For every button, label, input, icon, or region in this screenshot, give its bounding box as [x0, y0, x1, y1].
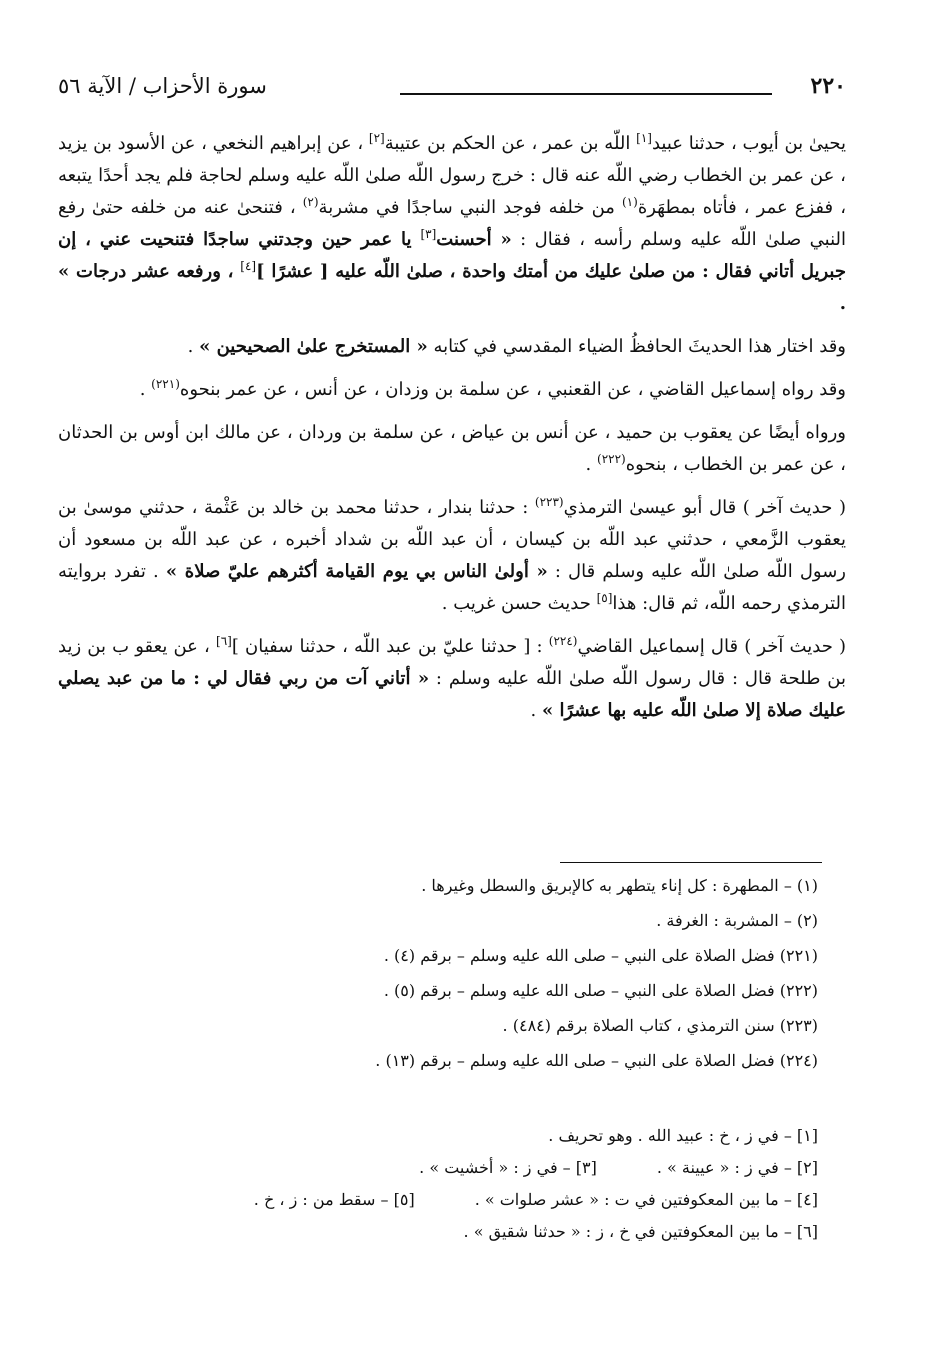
variant-note: [٢] – في ز : « عيينة » . [656, 1158, 818, 1177]
note-marker: (٢) [302, 195, 319, 209]
text-run: ( حديث آخر ) قال إسماعيل القاضي [577, 636, 846, 657]
paragraph [58, 492, 846, 620]
text-run: يحيىٰ بن أيوب ، حدثنا عبيد [651, 133, 846, 154]
text-run: . [187, 336, 200, 357]
text-run: . [530, 700, 542, 721]
text-run: « أولىٰ الناس بي يوم القيامة أكثرهم عليّ صلاة » [165, 561, 548, 582]
text-run: « أتاني آت من ربي فقال لي : ما من عبد يصلي عليك صلاة إلا صلىٰ اللّه عليه بها عشرًا » [58, 668, 846, 721]
footnote: (٢٢١) فضل الصلاة على النبي – صلى الله عليه وسلم – برقم (٤) . [383, 946, 818, 965]
text-run: : حدثنا بندار ، حدثنا محمد بن خالد بن عَثْمة ، حدثني موسىٰ بن يعقوب الزَّمعي ، حدثني عبد اللّه بن كيسان ، أن عبد اللّه بن شداد أخبره ، عن عبد اللّه بن مسعود أن رسول اللّه صلىٰ اللّه عليه وسلم قال : [58, 497, 846, 582]
text-run: ، فتنحىٰ عنه من خلفه حتىٰ رفع النبي صلىٰ اللّه عليه وسلم رأسه ، فقال : [58, 197, 847, 250]
paragraph [58, 128, 846, 320]
variant-note: [٣] – في ز : « أخشيت » . [419, 1158, 597, 1177]
note-marker: [٥] [596, 591, 613, 605]
variant-note: [٥] – سقط من : ز ، خ . [253, 1190, 415, 1209]
note-marker: [٢] [368, 131, 385, 145]
text-run: ورواه أيضًا عن يعقوب بن حميد ، عن أنس بن عياض ، عن سلمة بن وردان ، عن مالك ابن أوس بن الحدثان ، عن عمر بن الخطاب ، بنحوه [58, 422, 846, 475]
variant-note-row [58, 1152, 818, 1184]
running-title: سورة الأحزاب / الآية ٥٦ [58, 74, 267, 98]
text-run: اللّه بن عمر ، عن الحكم بن عتيبة [384, 133, 637, 154]
paragraph [58, 374, 846, 406]
note-marker: (٢٢٣) [534, 495, 564, 509]
variant-note: [١] – في ز ، خ : عبيد الله . وهو تحريف . [548, 1126, 818, 1145]
note-marker: (٢٢١) [151, 377, 180, 391]
text-run: « المستخرج علىٰ الصحيحين » [199, 336, 428, 357]
variant-note: [٤] – ما بين المعكوفتين في ت : « عشر صلوات » . [474, 1190, 818, 1209]
note-marker: (٢٢٢) [597, 452, 626, 466]
variant-note-row [58, 1120, 818, 1152]
variant-note-row [58, 1184, 818, 1216]
page-number: ٢٢٠ [810, 73, 846, 99]
text-run: ، عن إبراهيم النخعي ، عن الأسود بن يزيد ، عن عمر بن الخطاب رضي اللّه عنه قال : خرج رسول اللّه صلىٰ اللّه عليه وسلم لحاجة فلم يجد أحدًا يتبعه ، ففزع عمر ، فأتاه بمطهَرة [58, 133, 847, 218]
paragraph [58, 631, 846, 727]
paragraph [58, 331, 846, 363]
header-rule [400, 93, 772, 95]
footnote-separator [560, 862, 822, 863]
footnote: (٢٢٤) فضل الصلاة على النبي – صلى الله عليه وسلم – برقم (١٣) . [375, 1051, 818, 1070]
footnote: (٢) – المشربة : الغرفة . [656, 911, 818, 930]
footnote: (٢٢٢) فضل الصلاة على النبي – صلى الله عليه وسلم – برقم (٥) . [383, 981, 818, 1000]
text-run: . [585, 454, 597, 475]
note-marker: (٢٢٤) [548, 634, 578, 648]
text-run: يا عمر حين وجدتني ساجدًا فتنحيت عني ، إن جبريل أتاني فقال : من صلىٰ عليك من أمتك واحدة ، صلىٰ اللّه عليه [ عشرًا ] [58, 229, 846, 282]
note-marker: (١) [621, 195, 638, 209]
text-run: . تفرد بروايته الترمذي رحمه اللّه، ثم قال: هذا [58, 561, 846, 614]
paragraph [58, 417, 846, 481]
note-marker: [٦] [216, 634, 232, 648]
main-text [58, 128, 846, 738]
text-run: وقد اختار هذا الحديثَ الحافظُ الضياء المقدسي في كتابه [427, 336, 846, 357]
note-marker: [١] [636, 131, 652, 145]
footnote: (١) – المطهرة : كل إناء يتطهر به كالإبريق والسطل وغيرها . [421, 876, 818, 895]
text-run: وقد رواه إسماعيل القاضي ، عن القعنبي ، عن سلمة بن وزدان ، عن أنس ، عن عمر بنحوه [179, 379, 846, 400]
note-marker: [٣] [420, 227, 437, 241]
text-run: « أحسنت [436, 229, 512, 250]
text-run: . [139, 379, 152, 400]
variant-note: [٦] – ما بين المعكوفتين في خ ، ز : « حدثنا شقيق » . [463, 1222, 818, 1241]
footnotes [58, 868, 818, 1078]
text-run: : [ حدثنا عليّ بن عبد اللّه ، حدثنا سفيان ] [231, 636, 549, 657]
text-run: حديث حسن غريب . [441, 593, 597, 614]
note-marker: [٤] [240, 259, 257, 273]
text-run: ، عن يعقو ب بن زيد بن طلحة قال : قال رسول اللّه صلىٰ اللّه عليه وسلم : [58, 636, 846, 689]
text-run: ، ورفعه عشر درجات » . [58, 261, 846, 314]
footnote: (٢٢٣) سنن الترمذي ، كتاب الصلاة برقم (٤٨٤) . [502, 1016, 818, 1035]
text-run: من خلفه فوجد النبي ساجدًا في مشربة [318, 197, 622, 218]
variant-note-row [58, 1216, 818, 1248]
variant-notes [58, 1120, 818, 1248]
page-header [58, 66, 846, 106]
text-run: ( حديث آخر ) قال أبو عيسىٰ الترمذي [563, 497, 846, 518]
